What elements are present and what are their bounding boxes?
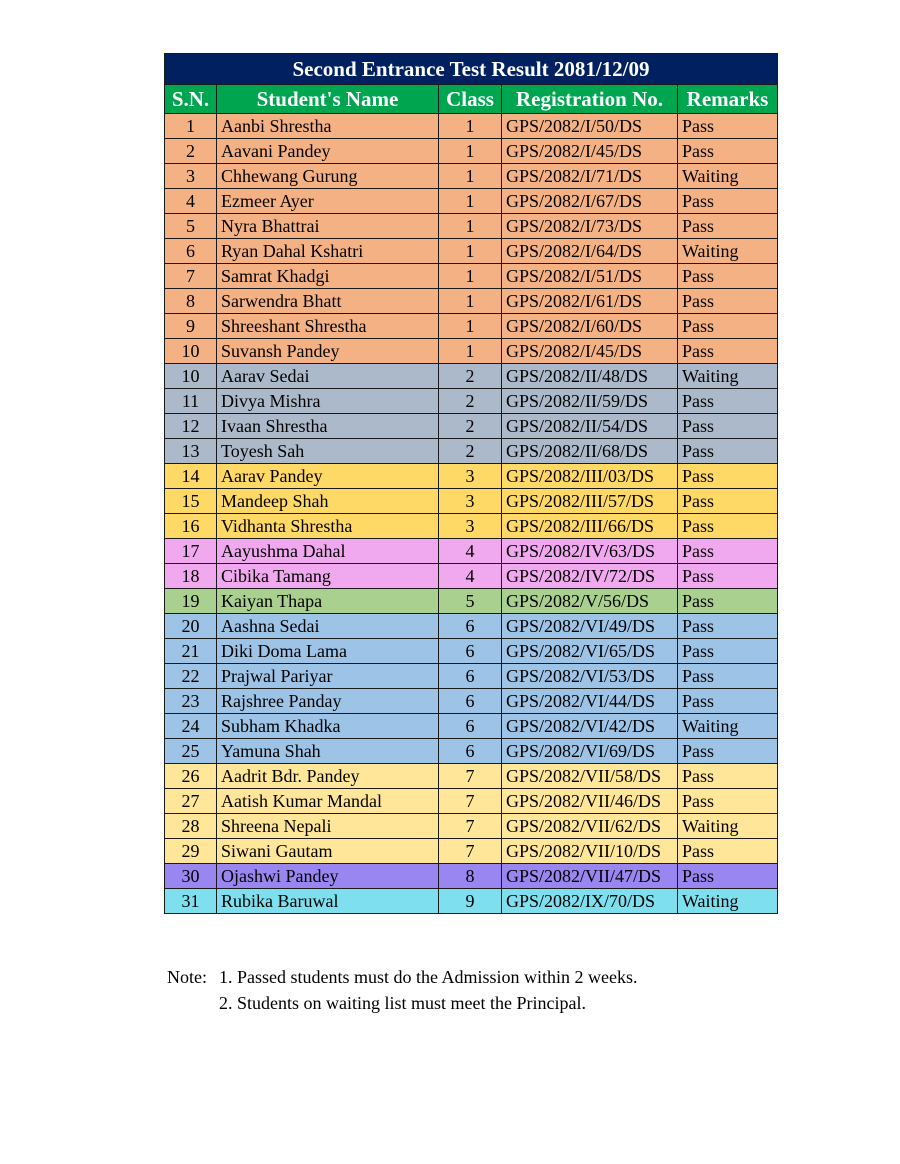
cell-class: 7 — [439, 839, 502, 864]
cell-registration-no: GPS/2082/II/68/DS — [502, 439, 678, 464]
cell-remarks: Pass — [678, 514, 778, 539]
cell-registration-no: GPS/2082/II/59/DS — [502, 389, 678, 414]
cell-sn: 5 — [165, 214, 217, 239]
cell-registration-no: GPS/2082/VII/47/DS — [502, 864, 678, 889]
cell-sn: 17 — [165, 539, 217, 564]
table-row — [165, 439, 778, 464]
cell-sn: 4 — [165, 189, 217, 214]
table-row — [165, 489, 778, 514]
cell-sn: 18 — [165, 564, 217, 589]
cell-remarks: Pass — [678, 139, 778, 164]
table-row — [165, 739, 778, 764]
cell-sn: 14 — [165, 464, 217, 489]
cell-student-name: Prajwal Pariyar — [217, 664, 439, 689]
cell-registration-no: GPS/2082/III/03/DS — [502, 464, 678, 489]
table-row — [165, 139, 778, 164]
header-student-name: Student's Name — [217, 85, 439, 114]
cell-remarks: Pass — [678, 689, 778, 714]
cell-student-name: Divya Mishra — [217, 389, 439, 414]
cell-student-name: Ezmeer Ayer — [217, 189, 439, 214]
cell-registration-no: GPS/2082/VI/42/DS — [502, 714, 678, 739]
cell-student-name: Kaiyan Thapa — [217, 589, 439, 614]
cell-registration-no: GPS/2082/VII/62/DS — [502, 814, 678, 839]
note-section — [167, 964, 638, 1016]
cell-student-name: Vidhanta Shrestha — [217, 514, 439, 539]
table-row — [165, 564, 778, 589]
cell-remarks: Pass — [678, 864, 778, 889]
note-line-1: 1. Passed students must do the Admission within 2 weeks. — [219, 967, 638, 987]
cell-remarks: Waiting — [678, 164, 778, 189]
cell-sn: 2 — [165, 139, 217, 164]
cell-class: 1 — [439, 114, 502, 139]
table-row — [165, 339, 778, 364]
cell-sn: 3 — [165, 164, 217, 189]
cell-remarks: Pass — [678, 389, 778, 414]
cell-registration-no: GPS/2082/III/57/DS — [502, 489, 678, 514]
cell-class: 1 — [439, 314, 502, 339]
cell-registration-no: GPS/2082/I/64/DS — [502, 239, 678, 264]
table-row — [165, 239, 778, 264]
cell-remarks: Pass — [678, 189, 778, 214]
cell-student-name: Diki Doma Lama — [217, 639, 439, 664]
cell-class: 2 — [439, 439, 502, 464]
cell-sn: 7 — [165, 264, 217, 289]
table-row — [165, 514, 778, 539]
table-row — [165, 814, 778, 839]
cell-student-name: Rajshree Panday — [217, 689, 439, 714]
cell-remarks: Pass — [678, 639, 778, 664]
table-row — [165, 714, 778, 739]
cell-registration-no: GPS/2082/I/45/DS — [502, 339, 678, 364]
cell-sn: 11 — [165, 389, 217, 414]
cell-remarks: Waiting — [678, 714, 778, 739]
table-row — [165, 389, 778, 414]
cell-remarks: Pass — [678, 664, 778, 689]
cell-sn: 31 — [165, 889, 217, 914]
cell-remarks: Waiting — [678, 889, 778, 914]
table-row — [165, 789, 778, 814]
table-row — [165, 314, 778, 339]
cell-remarks: Pass — [678, 414, 778, 439]
cell-class: 1 — [439, 214, 502, 239]
header-sn: S.N. — [165, 85, 217, 114]
table-row — [165, 189, 778, 214]
cell-sn: 19 — [165, 589, 217, 614]
cell-registration-no: GPS/2082/VI/44/DS — [502, 689, 678, 714]
table-row — [165, 164, 778, 189]
table-row — [165, 889, 778, 914]
cell-class: 1 — [439, 189, 502, 214]
cell-class: 2 — [439, 364, 502, 389]
cell-student-name: Shreena Nepali — [217, 814, 439, 839]
cell-remarks: Pass — [678, 489, 778, 514]
table-row — [165, 764, 778, 789]
cell-student-name: Aanbi Shrestha — [217, 114, 439, 139]
cell-registration-no: GPS/2082/I/60/DS — [502, 314, 678, 339]
cell-class: 1 — [439, 139, 502, 164]
cell-student-name: Aarav Pandey — [217, 464, 439, 489]
cell-student-name: Cibika Tamang — [217, 564, 439, 589]
cell-class: 1 — [439, 289, 502, 314]
cell-student-name: Ryan Dahal Kshatri — [217, 239, 439, 264]
table-row — [165, 414, 778, 439]
cell-registration-no: GPS/2082/III/66/DS — [502, 514, 678, 539]
cell-remarks: Pass — [678, 214, 778, 239]
cell-registration-no: GPS/2082/IV/63/DS — [502, 539, 678, 564]
cell-student-name: Aayushma Dahal — [217, 539, 439, 564]
cell-student-name: Aatish Kumar Mandal — [217, 789, 439, 814]
cell-sn: 24 — [165, 714, 217, 739]
cell-sn: 26 — [165, 764, 217, 789]
cell-class: 6 — [439, 689, 502, 714]
cell-student-name: Sarwendra Bhatt — [217, 289, 439, 314]
cell-sn: 6 — [165, 239, 217, 264]
cell-registration-no: GPS/2082/VI/69/DS — [502, 739, 678, 764]
cell-student-name: Rubika Baruwal — [217, 889, 439, 914]
cell-class: 1 — [439, 339, 502, 364]
cell-class: 3 — [439, 464, 502, 489]
cell-registration-no: GPS/2082/IV/72/DS — [502, 564, 678, 589]
cell-student-name: Subham Khadka — [217, 714, 439, 739]
cell-registration-no: GPS/2082/VII/10/DS — [502, 839, 678, 864]
cell-registration-no: GPS/2082/I/71/DS — [502, 164, 678, 189]
cell-remarks: Pass — [678, 539, 778, 564]
table-title: Second Entrance Test Result 2081/12/09 — [165, 54, 778, 85]
cell-remarks: Pass — [678, 339, 778, 364]
cell-sn: 30 — [165, 864, 217, 889]
note-line-2: 2. Students on waiting list must meet the Principal. — [219, 993, 586, 1013]
cell-sn: 15 — [165, 489, 217, 514]
cell-remarks: Waiting — [678, 239, 778, 264]
table-row — [165, 864, 778, 889]
cell-class: 2 — [439, 389, 502, 414]
cell-sn: 8 — [165, 289, 217, 314]
cell-student-name: Aashna Sedai — [217, 614, 439, 639]
cell-registration-no: GPS/2082/V/56/DS — [502, 589, 678, 614]
cell-registration-no: GPS/2082/II/54/DS — [502, 414, 678, 439]
table-row — [165, 639, 778, 664]
result-table — [164, 53, 778, 914]
cell-sn: 10 — [165, 339, 217, 364]
cell-remarks: Pass — [678, 614, 778, 639]
cell-class: 5 — [439, 589, 502, 614]
table-row — [165, 839, 778, 864]
cell-student-name: Siwani Gautam — [217, 839, 439, 864]
cell-registration-no: GPS/2082/II/48/DS — [502, 364, 678, 389]
cell-student-name: Toyesh Sah — [217, 439, 439, 464]
header-registration-no: Registration No. — [502, 85, 678, 114]
cell-student-name: Chhewang Gurung — [217, 164, 439, 189]
cell-sn: 9 — [165, 314, 217, 339]
cell-class: 2 — [439, 414, 502, 439]
cell-student-name: Aavani Pandey — [217, 139, 439, 164]
cell-class: 9 — [439, 889, 502, 914]
cell-class: 6 — [439, 614, 502, 639]
cell-registration-no: GPS/2082/VI/49/DS — [502, 614, 678, 639]
cell-registration-no: GPS/2082/I/45/DS — [502, 139, 678, 164]
cell-registration-no: GPS/2082/VII/58/DS — [502, 764, 678, 789]
cell-registration-no: GPS/2082/VI/53/DS — [502, 664, 678, 689]
cell-class: 7 — [439, 814, 502, 839]
cell-class: 1 — [439, 239, 502, 264]
cell-remarks: Pass — [678, 314, 778, 339]
cell-class: 1 — [439, 264, 502, 289]
cell-registration-no: GPS/2082/I/50/DS — [502, 114, 678, 139]
table-row — [165, 589, 778, 614]
cell-sn: 16 — [165, 514, 217, 539]
header-remarks: Remarks — [678, 85, 778, 114]
table-row — [165, 539, 778, 564]
cell-remarks: Pass — [678, 839, 778, 864]
table-row — [165, 264, 778, 289]
cell-student-name: Mandeep Shah — [217, 489, 439, 514]
cell-class: 3 — [439, 514, 502, 539]
table-row — [165, 614, 778, 639]
cell-registration-no: GPS/2082/I/73/DS — [502, 214, 678, 239]
table-row — [165, 664, 778, 689]
cell-remarks: Pass — [678, 439, 778, 464]
cell-registration-no: GPS/2082/I/61/DS — [502, 289, 678, 314]
cell-remarks: Pass — [678, 114, 778, 139]
cell-registration-no: GPS/2082/I/67/DS — [502, 189, 678, 214]
cell-class: 6 — [439, 714, 502, 739]
cell-remarks: Pass — [678, 739, 778, 764]
table-row — [165, 289, 778, 314]
cell-remarks: Waiting — [678, 814, 778, 839]
cell-sn: 23 — [165, 689, 217, 714]
cell-student-name: Samrat Khadgi — [217, 264, 439, 289]
cell-class: 1 — [439, 164, 502, 189]
cell-class: 6 — [439, 739, 502, 764]
cell-remarks: Waiting — [678, 364, 778, 389]
cell-class: 7 — [439, 764, 502, 789]
cell-remarks: Pass — [678, 589, 778, 614]
cell-remarks: Pass — [678, 789, 778, 814]
cell-student-name: Shreeshant Shrestha — [217, 314, 439, 339]
cell-sn: 12 — [165, 414, 217, 439]
cell-student-name: Nyra Bhattrai — [217, 214, 439, 239]
cell-class: 7 — [439, 789, 502, 814]
note-label: Note: — [167, 967, 207, 987]
header-row — [165, 85, 778, 114]
cell-class: 4 — [439, 539, 502, 564]
cell-sn: 13 — [165, 439, 217, 464]
cell-registration-no: GPS/2082/IX/70/DS — [502, 889, 678, 914]
cell-sn: 22 — [165, 664, 217, 689]
cell-class: 3 — [439, 489, 502, 514]
cell-student-name: Aarav Sedai — [217, 364, 439, 389]
cell-student-name: Ivaan Shrestha — [217, 414, 439, 439]
table-row — [165, 689, 778, 714]
cell-student-name: Ojashwi Pandey — [217, 864, 439, 889]
cell-class: 6 — [439, 639, 502, 664]
cell-sn: 1 — [165, 114, 217, 139]
cell-remarks: Pass — [678, 564, 778, 589]
cell-sn: 20 — [165, 614, 217, 639]
cell-sn: 21 — [165, 639, 217, 664]
cell-registration-no: GPS/2082/I/51/DS — [502, 264, 678, 289]
cell-sn: 25 — [165, 739, 217, 764]
cell-student-name: Yamuna Shah — [217, 739, 439, 764]
cell-sn: 28 — [165, 814, 217, 839]
cell-remarks: Pass — [678, 264, 778, 289]
cell-class: 8 — [439, 864, 502, 889]
title-row — [165, 54, 778, 85]
cell-registration-no: GPS/2082/VII/46/DS — [502, 789, 678, 814]
cell-remarks: Pass — [678, 464, 778, 489]
cell-class: 6 — [439, 664, 502, 689]
header-class: Class — [439, 85, 502, 114]
table-row — [165, 364, 778, 389]
table-row — [165, 464, 778, 489]
cell-sn: 27 — [165, 789, 217, 814]
table-row — [165, 214, 778, 239]
cell-class: 4 — [439, 564, 502, 589]
table-row — [165, 114, 778, 139]
cell-registration-no: GPS/2082/VI/65/DS — [502, 639, 678, 664]
cell-student-name: Suvansh Pandey — [217, 339, 439, 364]
cell-remarks: Pass — [678, 289, 778, 314]
cell-sn: 10 — [165, 364, 217, 389]
cell-sn: 29 — [165, 839, 217, 864]
cell-student-name: Aadrit Bdr. Pandey — [217, 764, 439, 789]
cell-remarks: Pass — [678, 764, 778, 789]
